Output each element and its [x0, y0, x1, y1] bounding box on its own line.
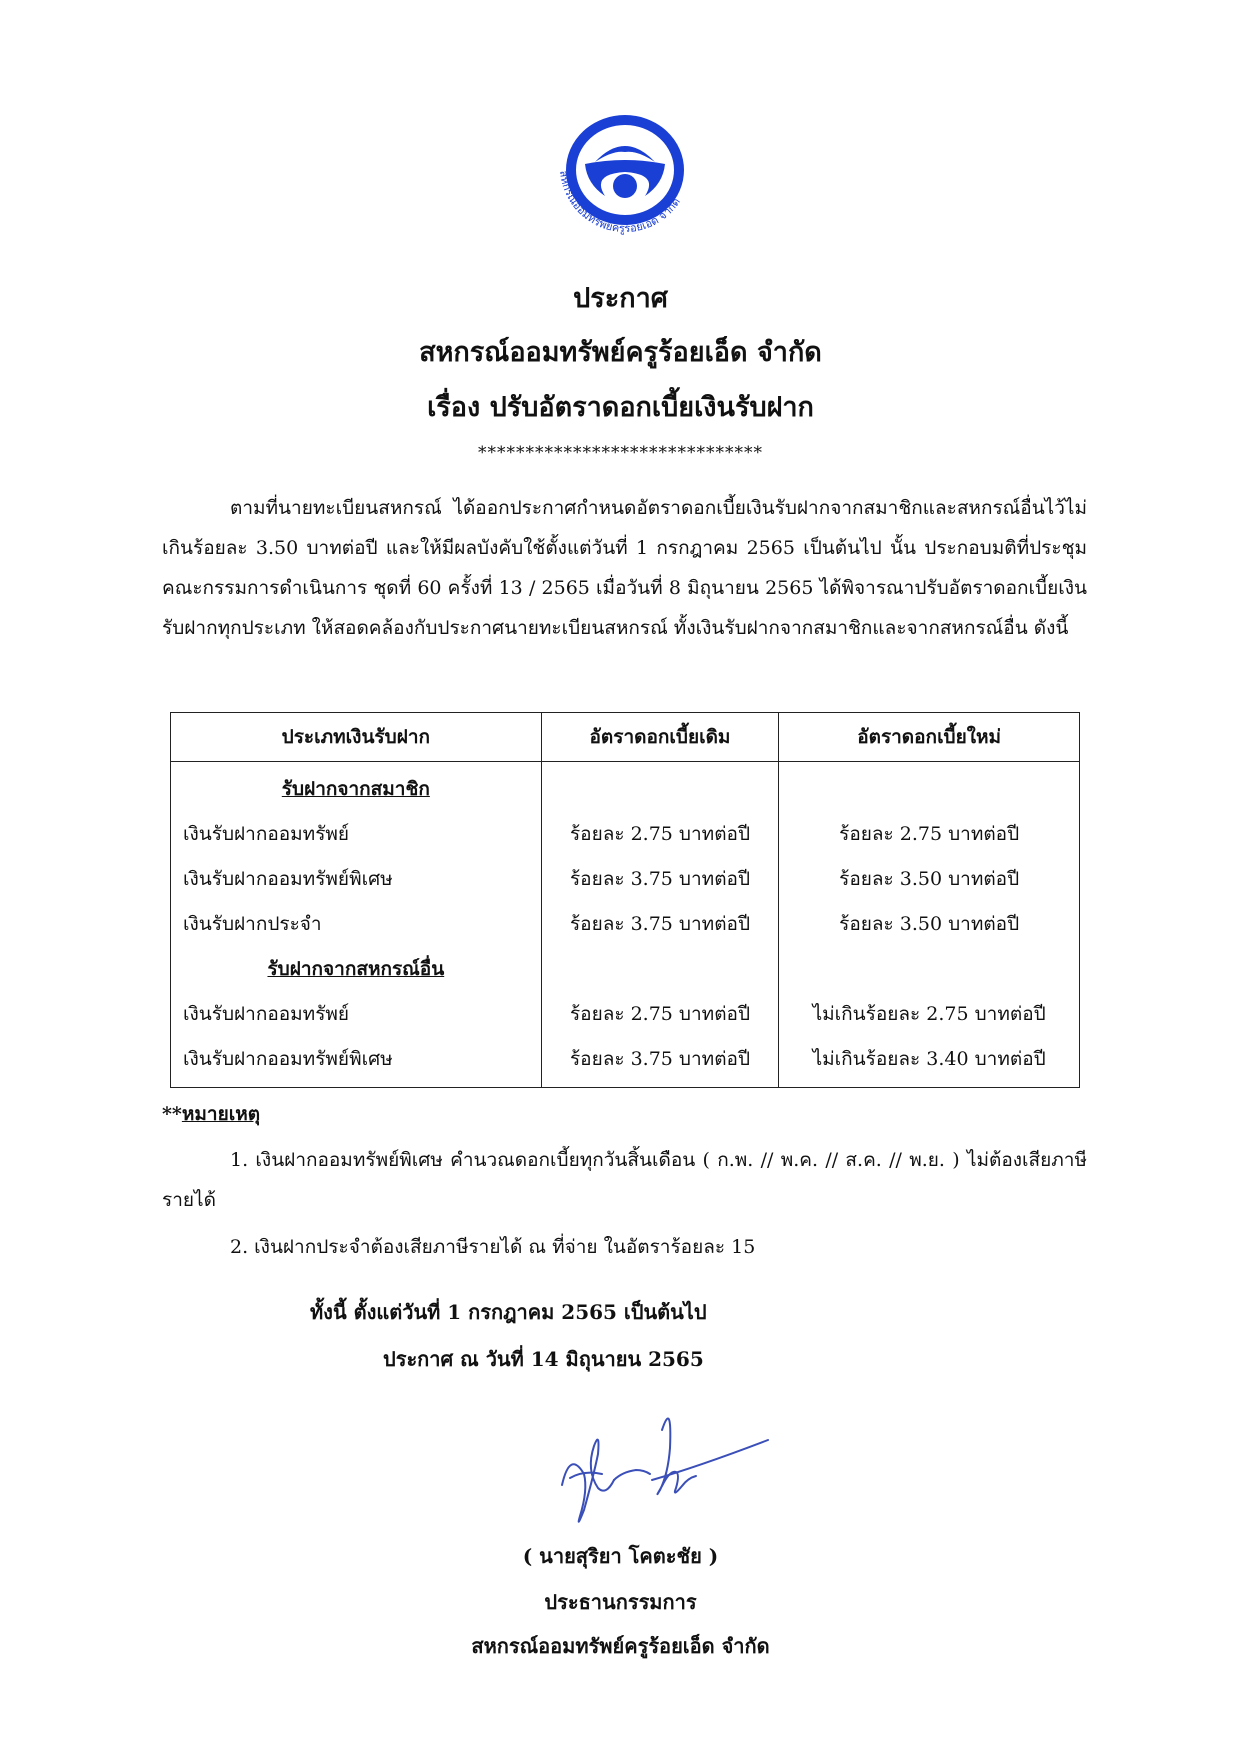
separator-line: ******************************: [478, 443, 763, 463]
effective-date-line: ทั้งนี้ ตั้งแต่วันที่ 1 กรกฎาคม 2565 เป็นต้นไป: [310, 1300, 707, 1324]
subject-heading: เรื่อง ปรับอัตราดอกเบี้ยเงินรับฝาก: [427, 392, 814, 423]
header-old-rate: อัตราดอกเบี้ยเดิม: [541, 713, 779, 762]
signatory-organization: สหกรณ์ออมทรัพย์ครูร้อยเอ็ด จำกัด: [471, 1634, 770, 1658]
new-rate: ร้อยละ 3.50 บาทต่อปี: [779, 901, 1080, 946]
table-group-row: [171, 762, 1080, 812]
table-row: [171, 991, 1080, 1036]
cooperative-logo: [525, 112, 725, 272]
signatory-name: ( นายสุริยา โคตะชัย ): [522, 1544, 719, 1568]
deposit-type: เงินรับฝากประจำ: [171, 901, 542, 946]
deposit-type: เงินรับฝากออมทรัพย์: [171, 811, 542, 856]
new-rate: ไม่เกินร้อยละ 2.75 บาทต่อปี: [779, 991, 1080, 1036]
deposit-type: เงินรับฝากออมทรัพย์พิเศษ: [171, 856, 542, 901]
table-row: [171, 1036, 1080, 1088]
notes-prefix: **: [162, 1103, 182, 1125]
logo-ring-text: สหกรณ์ออมทรัพย์ครูร้อยเอ็ด จำกัด: [557, 169, 683, 236]
old-rate: ร้อยละ 2.75 บาทต่อปี: [541, 811, 779, 856]
new-rate: ไม่เกินร้อยละ 3.40 บาทต่อปี: [779, 1036, 1080, 1088]
deposit-type: เงินรับฝากออมทรัพย์: [171, 991, 542, 1036]
new-rate: ร้อยละ 2.75 บาทต่อปี: [779, 811, 1080, 856]
interest-rate-table: [170, 712, 1080, 1088]
body-paragraph: ตามที่นายทะเบียนสหกรณ์ ได้ออกประกาศกำหนดอัตราดอกเบี้ยเงินรับฝากจากสมาชิกและสหกรณ์อื่นไว้ไม่เกินร้อยละ 3.50 บาทต่อปี และให้มีผลบังคับใช้ตั้งแต่วันที่ 1 กรกฎาคม 2565 เป็นต้นไป นั้น ประกอบมติที่ประชุมคณะกรรมการดำเนินการ ชุดที่ 60 ครั้งที่ 13 / 2565 เมื่อวันที่ 8 มิถุนายน 2565 ได้พิจารณาปรับอัตราดอกเบี้ยเงินรับฝากทุกประเภท ให้สอดคล้องกับประกาศนายทะเบียนสหกรณ์ ทั้งเงินรับฝากจากสมาชิกและจากสหกรณ์อื่น ดังนี้: [162, 497, 1087, 639]
signatory-position: ประธานกรรมการ: [544, 1590, 697, 1614]
old-rate: ร้อยละ 3.75 บาทต่อปี: [541, 901, 779, 946]
note-1: 1. เงินฝากออมทรัพย์พิเศษ คำนวณดอกเบี้ยทุกวันสิ้นเดือน ( ก.พ. // พ.ค. // ส.ค. // พ.ย. ) ไม่ต้องเสียภาษีรายได้: [162, 1149, 1087, 1211]
notes-heading: [162, 1099, 260, 1129]
header-deposit-type: ประเภทเงินรับฝาก: [171, 713, 542, 762]
notes-title: หมายเหตุ: [181, 1103, 261, 1125]
old-rate: ร้อยละ 2.75 บาทต่อปี: [541, 991, 779, 1036]
table-row: [171, 856, 1080, 901]
announcement-date-line: ประกาศ ณ วันที่ 14 มิถุนายน 2565: [383, 1347, 704, 1371]
old-rate: ร้อยละ 3.75 บาทต่อปี: [541, 1036, 779, 1088]
note-2: 2. เงินฝากประจำต้องเสียภาษีรายได้ ณ ที่จ่าย ในอัตราร้อยละ 15: [230, 1236, 756, 1258]
organization-heading: สหกรณ์ออมทรัพย์ครูร้อยเอ็ด จำกัด: [419, 337, 822, 368]
group-members: รับฝากจากสมาชิก: [171, 762, 542, 812]
group-other-cooperatives: รับฝากจากสหกรณ์อื่น: [171, 946, 542, 991]
old-rate: ร้อยละ 3.75 บาทต่อปี: [541, 856, 779, 901]
new-rate: ร้อยละ 3.50 บาทต่อปี: [779, 856, 1080, 901]
deposit-type: เงินรับฝากออมทรัพย์พิเศษ: [171, 1036, 542, 1088]
announcement-heading: ประกาศ: [573, 283, 668, 314]
table-row: [171, 901, 1080, 946]
table-group-row: [171, 946, 1080, 991]
handwritten-signature: [540, 1390, 790, 1540]
header-new-rate: อัตราดอกเบี้ยใหม่: [779, 713, 1080, 762]
table-row: [171, 811, 1080, 856]
table-header-row: [171, 713, 1080, 762]
